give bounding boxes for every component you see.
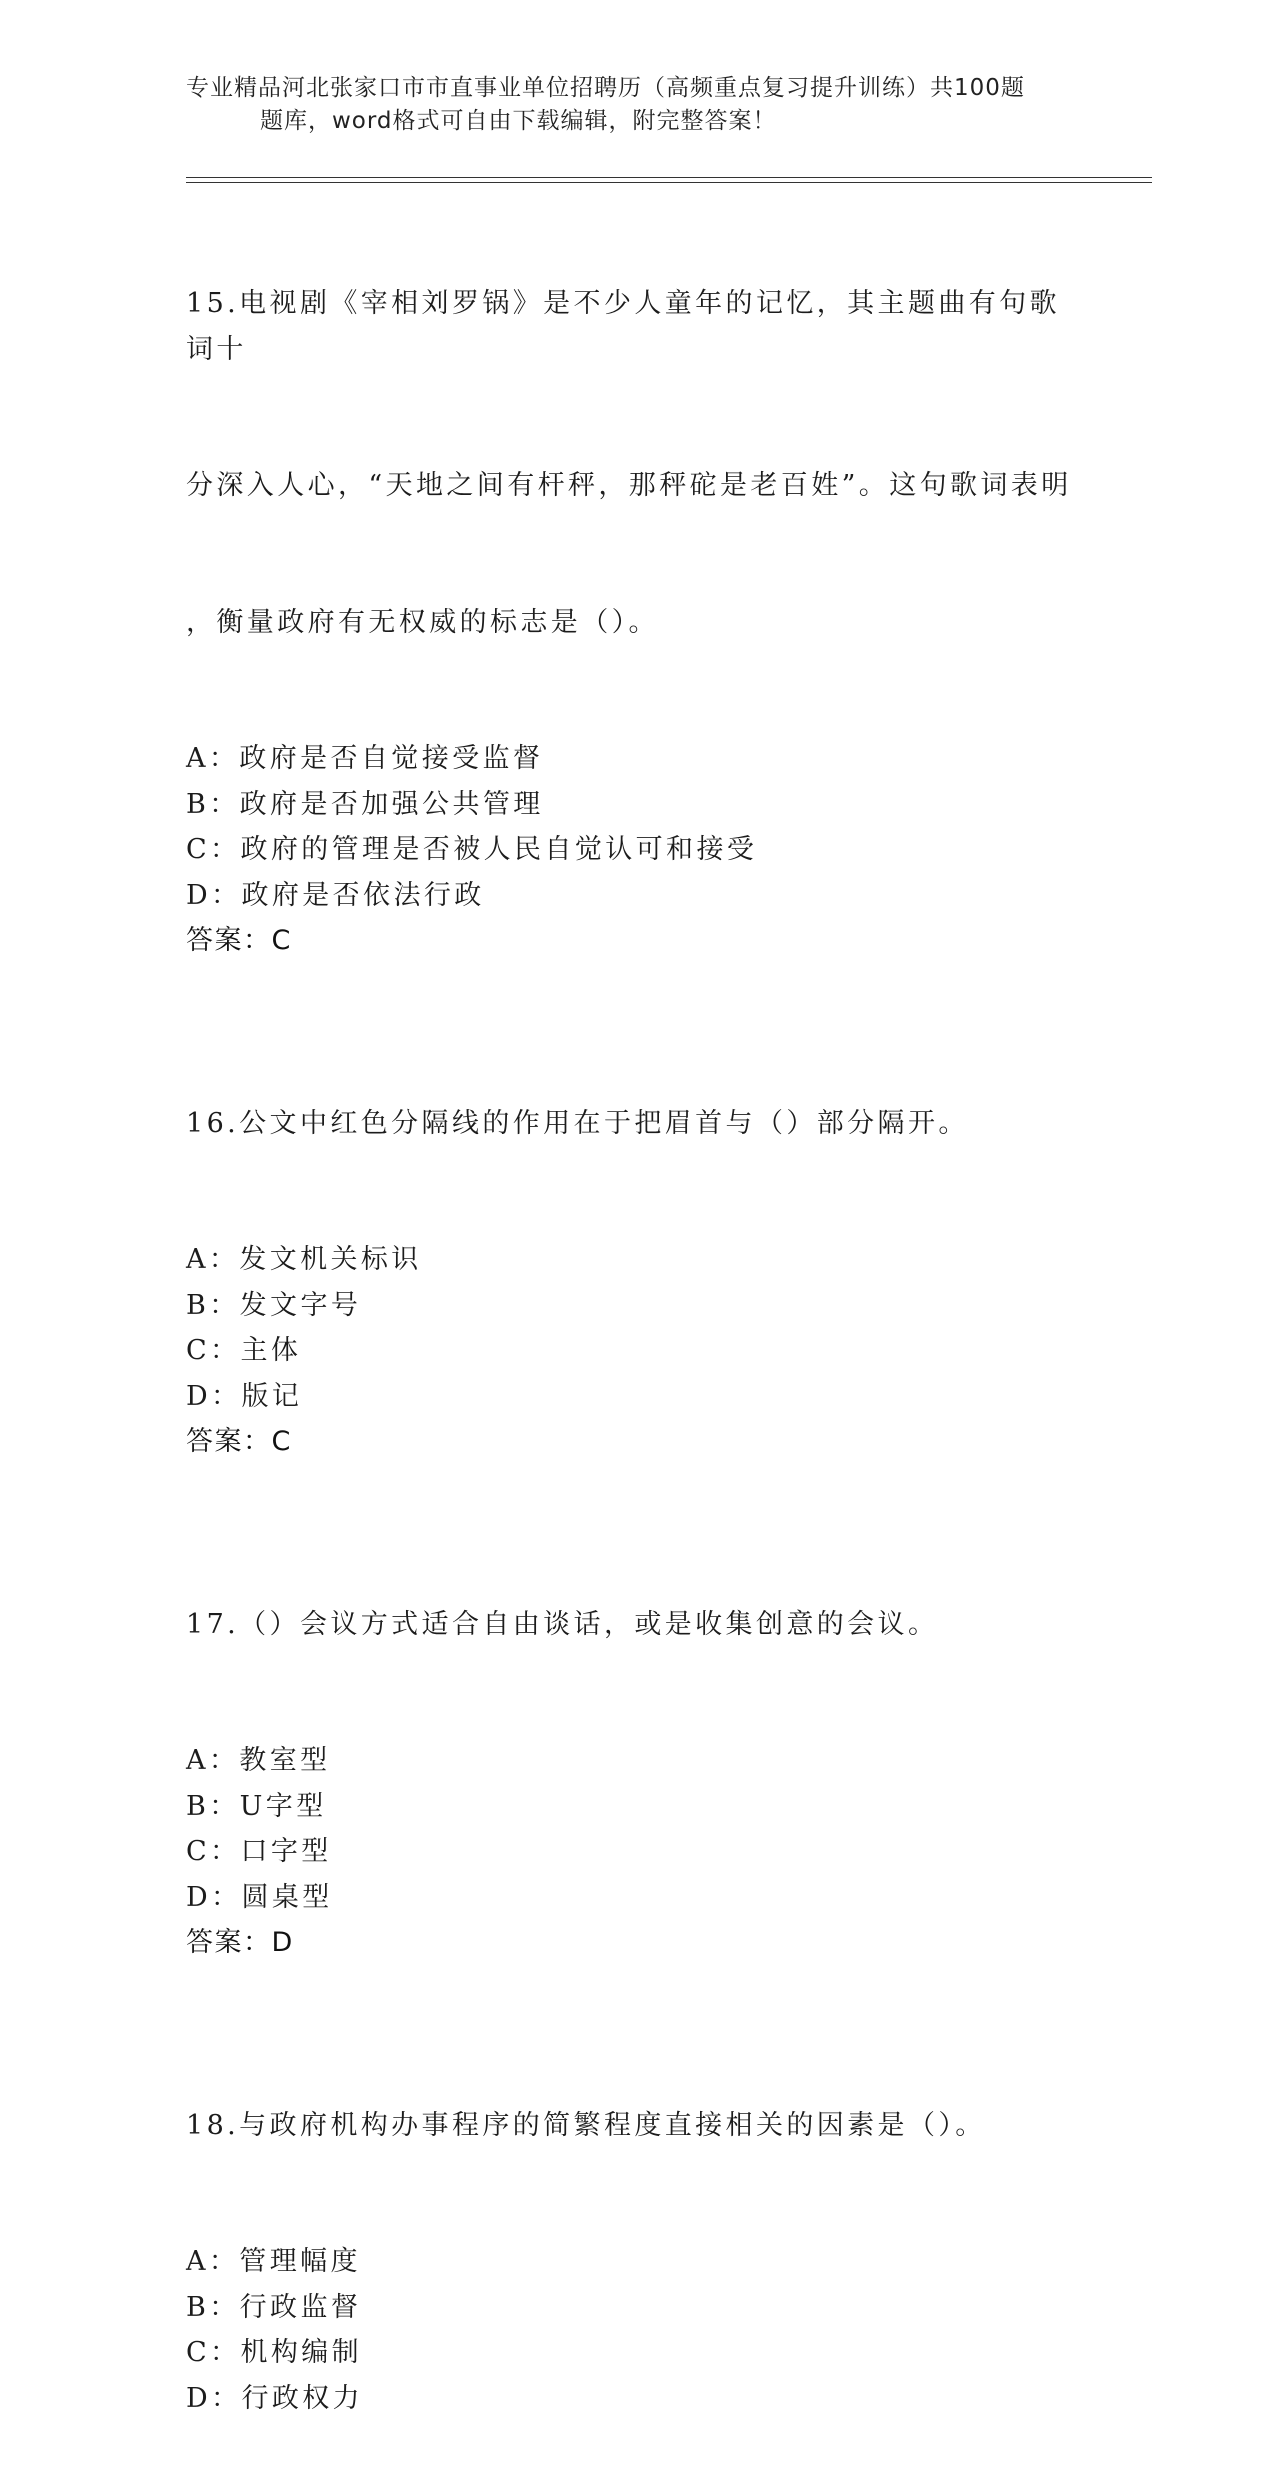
question-list <box>186 190 1086 2467</box>
option-c: C：主体 <box>186 1335 302 1366</box>
option-a: A：管理幅度 <box>186 2246 361 2277</box>
option-d: D：行政权力 <box>186 2382 364 2414</box>
option-c: C：政府的管理是否被人民自觉认可和接受 <box>186 834 758 865</box>
question-stem-line: 分深入人心，“天地之间有杆秤，那秤砣是老百姓”。这句歌词表明 <box>186 470 1072 501</box>
option-d: D：政府是否依法行政 <box>186 879 485 911</box>
question-stem-line: ，衡量政府有无权威的标志是（）。 <box>186 606 659 638</box>
option-a: A：教室型 <box>186 1745 331 1776</box>
document-header <box>186 72 1066 138</box>
question-stem <box>186 1511 1086 1739</box>
option-c: C：口字型 <box>186 1836 332 1867</box>
header-title-line1: 专业精品河北张家口市市直事业单位招聘历（高频重点复习提升训练）共100题 <box>186 75 1025 101</box>
question-stem <box>186 1010 1086 1238</box>
question-stem-line: 15.电视剧《宰相刘罗锅》是不少人童年的记忆，其主题曲有句歌词十 <box>186 288 1060 365</box>
header-divider-thick <box>186 182 1152 183</box>
header-title-line2: 题库，word格式可自由下载编辑，附完整答案！ <box>260 108 777 134</box>
question-16 <box>186 1010 1086 1465</box>
question-stem-line: 16.公文中红色分隔线的作用在于把眉首与（）部分隔开。 <box>186 1107 969 1139</box>
question-stem <box>186 2012 1086 2240</box>
option-b: B：行政监督 <box>186 2291 362 2323</box>
option-b: B：U字型 <box>186 1790 327 1822</box>
option-d: D：圆桌型 <box>186 1881 333 1913</box>
question-15 <box>186 190 1086 964</box>
answer-label: 答案：C <box>186 925 292 956</box>
question-18 <box>186 2012 1086 2422</box>
option-c: C：机构编制 <box>186 2337 363 2368</box>
answer-label: 答案：C <box>186 1426 292 1457</box>
answer-label: 答案：D <box>186 1927 294 1958</box>
option-d: D：版记 <box>186 1380 303 1412</box>
question-stem-line: 18.与政府机构办事程序的简繁程度直接相关的因素是（）。 <box>186 2109 986 2141</box>
question-stem-line: 17.（）会议方式适合自由谈话，或是收集创意的会议。 <box>186 1608 939 1640</box>
option-b: B：发文字号 <box>186 1289 362 1321</box>
option-b: B：政府是否加强公共管理 <box>186 788 544 820</box>
header-divider-thin <box>186 177 1152 178</box>
option-a: A：政府是否自觉接受监督 <box>186 743 544 774</box>
option-a: A：发文机关标识 <box>186 1244 422 1275</box>
question-17 <box>186 1511 1086 1966</box>
question-stem <box>186 190 1086 736</box>
